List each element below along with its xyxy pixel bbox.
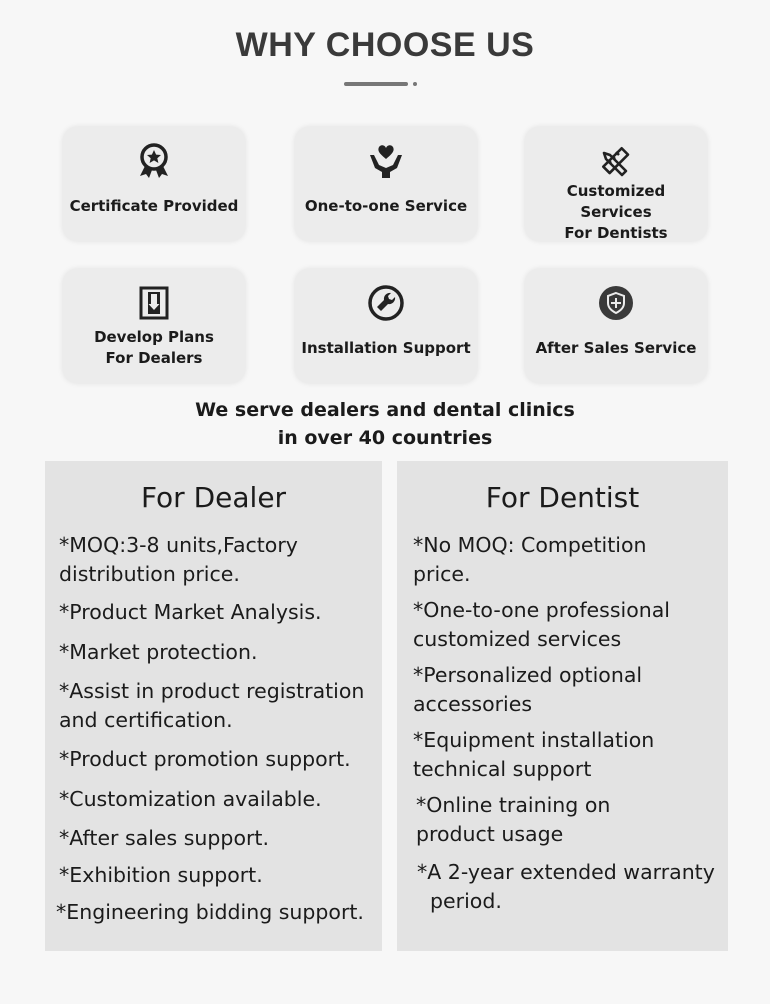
feature-label: Installation Support bbox=[301, 338, 471, 357]
feature-card-installation bbox=[295, 269, 477, 383]
list-item: *Market protection. bbox=[59, 639, 258, 664]
list-item: *Personalized optional accessories bbox=[413, 663, 643, 716]
feature-card-customized bbox=[525, 127, 707, 241]
list-item: *Online training on product usage bbox=[416, 793, 611, 846]
feature-card-after-sales bbox=[525, 269, 707, 383]
dentist-benefit-list bbox=[413, 531, 728, 915]
list-item: *Product promotion support. bbox=[59, 747, 351, 771]
list-item: *One-to-one professional customized services bbox=[413, 598, 671, 651]
wrench-circle-icon bbox=[366, 283, 406, 323]
list-item: *Exhibition support. bbox=[59, 862, 263, 887]
document-download-icon bbox=[134, 283, 174, 323]
dealer-panel-title: For Dealer bbox=[140, 481, 287, 514]
list-item: *Engineering bidding support. bbox=[56, 900, 364, 924]
list-item: *Product Market Analysis. bbox=[59, 600, 322, 624]
pencil-ruler-icon bbox=[596, 141, 636, 181]
list-item: *No MOQ: Competition price. bbox=[413, 533, 647, 586]
feature-label: Customized Services For Dentists bbox=[564, 182, 668, 242]
feature-card-one-to-one bbox=[295, 127, 477, 241]
list-item: *Customization available. bbox=[59, 786, 322, 811]
dealer-benefit-list bbox=[56, 531, 380, 927]
list-item: *Equipment installation technical support bbox=[413, 728, 655, 781]
page-title: WHY CHOOSE US bbox=[235, 26, 535, 64]
dealer-panel bbox=[45, 461, 382, 951]
list-item: *A 2-year extended warranty period. bbox=[417, 860, 715, 913]
dentist-panel-title: For Dentist bbox=[485, 481, 640, 514]
feature-label: One-to-one Service bbox=[304, 196, 468, 215]
feature-card-develop-plans bbox=[63, 269, 245, 383]
dentist-panel bbox=[397, 461, 728, 951]
tagline: We serve dealers and dental clinics in over 40 countries bbox=[195, 399, 575, 449]
title-underline-dot bbox=[413, 82, 417, 86]
list-item: *Assist in product registration and certification. bbox=[59, 679, 365, 732]
list-item: *After sales support. bbox=[59, 826, 269, 850]
list-item: *MOQ:3-8 units,Factory distribution price. bbox=[59, 533, 298, 586]
feature-label: Develop Plans For Dealers bbox=[94, 328, 214, 367]
ribbon-badge-icon bbox=[134, 141, 174, 181]
heart-hand-icon bbox=[366, 141, 406, 181]
feature-label: Certificate Provided bbox=[69, 196, 239, 215]
feature-label: After Sales Service bbox=[535, 338, 697, 357]
feature-card-certificate bbox=[63, 127, 245, 241]
title-underline bbox=[344, 82, 408, 86]
shield-plus-icon bbox=[596, 283, 636, 323]
